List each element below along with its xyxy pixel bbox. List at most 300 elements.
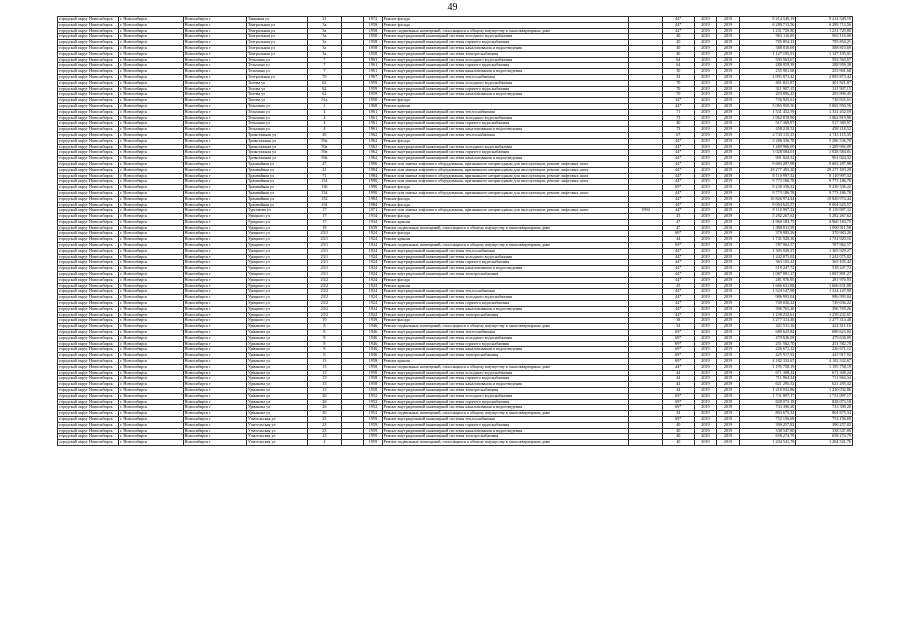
district-cell: городской округ Новосибирск bbox=[58, 416, 119, 422]
cost-cell: 9 214 549,19 bbox=[739, 17, 796, 23]
cost-cell: 396 765,26 bbox=[739, 306, 796, 312]
year-built-cell: 1961 bbox=[364, 57, 382, 63]
plan-end-cell: 2019 bbox=[717, 283, 740, 289]
work-type-cell: Ремонт внутридомовой инженерной системы электроснабжения bbox=[382, 272, 629, 278]
city-cell: Новосибирск г bbox=[183, 335, 246, 341]
work-type-cell: Ремонт внутридомовой инженерной системы электроснабжения bbox=[382, 388, 629, 394]
work-type-cell: Ремонт внутридомовой инженерной системы холодного водоснабжения bbox=[382, 57, 629, 63]
total-cost-cell: 1 195 758,19 bbox=[796, 364, 853, 370]
total-cost-cell: 621 295,32 bbox=[796, 382, 853, 388]
total-cost-cell: 9 004 625,57 bbox=[796, 202, 853, 208]
city-cell: Новосибирск г bbox=[183, 161, 246, 167]
total-cost-cell: 711 964,34 bbox=[796, 376, 853, 382]
work-type-cell: Ремонт внутридомовой инженерной системы теплоснабжения bbox=[382, 74, 629, 80]
year-built-cell: 1984 bbox=[364, 173, 382, 179]
total-cost-cell: 752 156,69 bbox=[796, 416, 853, 422]
district-cell: городской округ Новосибирск bbox=[58, 341, 119, 347]
plan-start-cell: 2019 bbox=[694, 422, 717, 428]
plan-start-cell: 2019 bbox=[694, 335, 717, 341]
work-type-cell: Ремонт или замена лифтового оборудования, признанного непригодным для эксплуатации, ремонт лифтовых шахт bbox=[382, 208, 629, 214]
locality-cell: г. Новосибирск bbox=[119, 411, 183, 417]
wear-cell: 67 bbox=[662, 132, 694, 138]
district-cell: городской округ Новосибирск bbox=[58, 364, 119, 370]
house-cell: 8 bbox=[307, 324, 341, 330]
district-cell: городской округ Новосибирск bbox=[58, 132, 119, 138]
street-cell: Трамвайная ул bbox=[246, 161, 307, 167]
wear-cell: 44* bbox=[662, 173, 694, 179]
locality-cell: г. Новосибирск bbox=[119, 214, 183, 220]
city-cell: Новосибирск г bbox=[183, 69, 246, 75]
city-cell: Новосибирск г bbox=[183, 341, 246, 347]
total-cost-cell: 1 204 541,76 bbox=[796, 440, 853, 446]
wear-cell: 40 bbox=[662, 440, 694, 446]
work-type-cell: Ремонт внутридомовой инженерной системы горячего водоснабжения bbox=[382, 63, 629, 69]
work-type-cell: Ремонт внутридомовой инженерной системы канализования и водоотведения bbox=[382, 347, 629, 353]
plan-end-cell: 2019 bbox=[717, 266, 740, 272]
cost-cell: 711 964,34 bbox=[739, 376, 796, 382]
work-type-cell: Ремонт внутридомовой инженерной системы холодного водоснабжения bbox=[382, 34, 629, 40]
street-cell: Урманова ул bbox=[246, 370, 307, 376]
house-cell: 13 bbox=[307, 376, 341, 382]
wear-cell: 44* bbox=[662, 103, 694, 109]
plan-start-cell: 2019 bbox=[694, 318, 717, 324]
locality-cell: г. Новосибирск bbox=[119, 364, 183, 370]
total-cost-cell: 9 773 186,78 bbox=[796, 190, 853, 196]
city-cell: Новосибирск г bbox=[183, 196, 246, 202]
city-cell: Новосибирск г bbox=[183, 74, 246, 80]
locality-cell: г. Новосибирск bbox=[119, 45, 183, 51]
work-type-cell: Ремонт внутридомовой инженерной системы канализования и водоотведения bbox=[382, 156, 629, 162]
locality-cell: г. Новосибирск bbox=[119, 405, 183, 411]
work-type-cell: Ремонт или замена лифтового оборудования, признанного непригодным для эксплуатации, ремонт лифтовых шахт bbox=[382, 179, 629, 185]
street-cell: Урицкого ул bbox=[246, 248, 307, 254]
total-cost-cell: 251 582,70 bbox=[796, 341, 853, 347]
building-cell bbox=[341, 440, 364, 446]
wear-cell: 44* bbox=[662, 144, 694, 150]
commissioning-cell bbox=[629, 440, 663, 446]
work-type-cell: Ремонт фасада bbox=[382, 214, 629, 220]
plan-end-cell: 2019 bbox=[717, 202, 740, 208]
cost-cell: 1 210 032,86 bbox=[739, 388, 796, 394]
locality-cell: г. Новосибирск bbox=[119, 173, 183, 179]
year-built-cell: 1962 bbox=[364, 132, 382, 138]
wear-cell: 69* bbox=[662, 353, 694, 359]
work-type-cell: Ремонт внутридомовой инженерной системы канализования и водоотведения bbox=[382, 45, 629, 51]
cost-cell: 1 324 147,90 bbox=[739, 289, 796, 295]
street-cell: Урицкого ул bbox=[246, 231, 307, 237]
plan-start-cell: 2019 bbox=[694, 272, 717, 278]
work-type-cell: Ремонт или замена лифтового оборудования, признанного непригодным для эксплуатации, ремонт лифтовых шахт bbox=[382, 190, 629, 196]
street-cell: Трикотажная ул bbox=[246, 150, 307, 156]
work-type-cell: Ремонт подвальных помещений, относящихся к общему имуществу в многоквартирном доме bbox=[382, 243, 629, 249]
year-built-cell: 1990 bbox=[364, 161, 382, 167]
work-type-cell: Ремонт подвальных помещений, относящихся к общему имуществу в многоквартирном доме bbox=[382, 364, 629, 370]
locality-cell: г. Новосибирск bbox=[119, 127, 183, 133]
city-cell: Новосибирск г bbox=[183, 260, 246, 266]
cost-cell: 288 959,39 bbox=[739, 63, 796, 69]
locality-cell: г. Новосибирск bbox=[119, 179, 183, 185]
locality-cell: г. Новосибирск bbox=[119, 51, 183, 57]
street-cell: Тургенева ул bbox=[246, 208, 307, 214]
locality-cell: г. Новосибирск bbox=[119, 382, 183, 388]
work-type-cell: Ремонт внутридомовой инженерной системы канализования и водоотведения bbox=[382, 306, 629, 312]
total-cost-cell: 1 239 232,61 bbox=[796, 312, 853, 318]
year-built-cell: 1946 bbox=[364, 330, 382, 336]
district-cell: городской округ Новосибирск bbox=[58, 301, 119, 307]
city-cell: Новосибирск г bbox=[183, 167, 246, 173]
year-built-cell: 1958 bbox=[364, 359, 382, 365]
work-type-cell: Ремонт внутридомовой инженерной системы электроснабжения bbox=[382, 51, 629, 57]
street-cell: Учительская ул bbox=[246, 440, 307, 446]
year-built-cell: 1958 bbox=[364, 98, 382, 104]
district-cell: городской округ Новосибирск bbox=[58, 80, 119, 86]
total-cost-cell: 1 127 195,91 bbox=[796, 51, 853, 57]
total-cost-cell: 986 993,04 bbox=[796, 295, 853, 301]
total-cost-cell: 1 731 920,16 bbox=[796, 237, 853, 243]
work-type-cell: Ремонт крыши bbox=[382, 103, 629, 109]
plan-start-cell: 2019 bbox=[694, 388, 717, 394]
house-cell: 79 bbox=[307, 74, 341, 80]
house-cell: 23 bbox=[307, 416, 341, 422]
work-type-cell: Ремонт внутридомовой инженерной системы горячего водоснабжения bbox=[382, 260, 629, 266]
city-cell: Новосибирск г bbox=[183, 312, 246, 318]
city-cell: Новосибирск г bbox=[183, 434, 246, 440]
district-cell: городской округ Новосибирск bbox=[58, 121, 119, 127]
street-cell: Учительская ул bbox=[246, 434, 307, 440]
locality-cell: г. Новосибирск bbox=[119, 167, 183, 173]
house-cell: 4 bbox=[307, 127, 341, 133]
locality-cell: г. Новосибирск bbox=[119, 347, 183, 353]
city-cell: Новосибирск г bbox=[183, 248, 246, 254]
house-cell: 3а bbox=[307, 45, 341, 51]
wear-cell: 40 bbox=[662, 422, 694, 428]
plan-end-cell: 2019 bbox=[717, 243, 740, 249]
plan-start-cell: 2019 bbox=[694, 45, 717, 51]
plan-end-cell: 2019 bbox=[717, 57, 740, 63]
cost-cell: 4 960 183,75 bbox=[739, 219, 796, 225]
plan-end-cell: 2019 bbox=[717, 138, 740, 144]
total-cost-cell: 401 821,87 bbox=[796, 80, 853, 86]
city-cell: Новосибирск г bbox=[183, 132, 246, 138]
city-cell: Новосибирск г bbox=[183, 45, 246, 51]
street-cell: Урицкого ул bbox=[246, 225, 307, 231]
city-cell: Новосибирск г bbox=[183, 144, 246, 150]
work-type-cell: Ремонт внутридомовой инженерной системы горячего водоснабжения bbox=[382, 422, 629, 428]
street-cell: Урманова ул bbox=[246, 376, 307, 382]
city-cell: Новосибирск г bbox=[183, 324, 246, 330]
total-cost-cell: 281 976,95 bbox=[796, 277, 853, 283]
district-cell: городской округ Новосибирск bbox=[58, 243, 119, 249]
locality-cell: г. Новосибирск bbox=[119, 98, 183, 104]
plan-start-cell: 2019 bbox=[694, 266, 717, 272]
cost-cell: 749 036,22 bbox=[739, 301, 796, 307]
plan-start-cell: 2019 bbox=[694, 74, 717, 80]
year-built-cell: 1946 bbox=[364, 341, 382, 347]
street-cell: Урицкого ул bbox=[246, 219, 307, 225]
wear-cell: 34 bbox=[662, 324, 694, 330]
street-cell: Урманова ул bbox=[246, 330, 307, 336]
year-built-cell: 1961 bbox=[364, 109, 382, 115]
wear-cell: 44 bbox=[662, 382, 694, 388]
year-built-cell: 1934 bbox=[364, 214, 382, 220]
district-cell: городской округ Новосибирск bbox=[58, 161, 119, 167]
plan-start-cell: 2019 bbox=[694, 248, 717, 254]
city-cell: Новосибирск г bbox=[183, 22, 246, 28]
wear-cell: 44* bbox=[662, 202, 694, 208]
work-type-cell: Ремонт внутридомовой инженерной системы горячего водоснабжения bbox=[382, 150, 629, 156]
work-type-cell: Ремонт внутридомовой инженерной системы горячего водоснабжения bbox=[382, 121, 629, 127]
cost-cell: 2 743 115,35 bbox=[739, 132, 796, 138]
street-cell: Урицкого ул bbox=[246, 306, 307, 312]
district-cell: городской округ Новосибирск bbox=[58, 86, 119, 92]
cost-cell: 6 289 713,56 bbox=[739, 22, 796, 28]
plan-end-cell: 2019 bbox=[717, 109, 740, 115]
street-cell: Урманова ул bbox=[246, 353, 307, 359]
street-cell: Урманова ул bbox=[246, 405, 307, 411]
year-built-cell: 1946 bbox=[364, 353, 382, 359]
year-built-cell: 1958 bbox=[364, 28, 382, 34]
cost-cell: 1 731 097,17 bbox=[739, 393, 796, 399]
house-cell: 13 bbox=[307, 370, 341, 376]
plan-start-cell: 2019 bbox=[694, 376, 717, 382]
total-cost-cell: 4 182 332,67 bbox=[796, 359, 853, 365]
wear-cell: 44* bbox=[662, 277, 694, 283]
street-cell: Тельмана ул bbox=[246, 69, 307, 75]
total-cost-cell: 29 277 493,20 bbox=[796, 167, 853, 173]
total-cost-cell: 8 110 997,32 bbox=[796, 208, 853, 214]
plan-start-cell: 2019 bbox=[694, 219, 717, 225]
wear-cell: 34 bbox=[662, 411, 694, 417]
house-cell: 8 bbox=[307, 347, 341, 353]
year-built-cell: 1972 bbox=[364, 17, 382, 23]
city-cell: Новосибирск г bbox=[183, 318, 246, 324]
plan-end-cell: 2019 bbox=[717, 312, 740, 318]
city-cell: Новосибирск г bbox=[183, 399, 246, 405]
cost-cell: 1 666 631,88 bbox=[739, 283, 796, 289]
plan-end-cell: 2019 bbox=[717, 121, 740, 127]
total-cost-cell: 804 675,34 bbox=[796, 411, 853, 417]
work-type-cell: Ремонт фасада bbox=[382, 231, 629, 237]
work-type-cell: Ремонт фасада bbox=[382, 277, 629, 283]
year-built-cell: 1958 bbox=[364, 388, 382, 394]
plan-end-cell: 2019 bbox=[717, 335, 740, 341]
plan-start-cell: 2019 bbox=[694, 92, 717, 98]
street-cell: Урманова ул bbox=[246, 382, 307, 388]
work-type-cell: Ремонт внутридомовой инженерной системы холодного водоснабжения bbox=[382, 80, 629, 86]
total-cost-cell: 5 282 267,62 bbox=[796, 214, 853, 220]
city-cell: Новосибирск г bbox=[183, 219, 246, 225]
street-cell: Урицкого ул bbox=[246, 301, 307, 307]
year-built-cell: 1924 bbox=[364, 277, 382, 283]
street-cell: Урицкого ул bbox=[246, 243, 307, 249]
street-cell: Урманова ул bbox=[246, 335, 307, 341]
plan-end-cell: 2019 bbox=[717, 214, 740, 220]
city-cell: Новосибирск г bbox=[183, 185, 246, 191]
work-type-cell: Ремонт внутридомовой инженерной системы канализования и водоотведения bbox=[382, 428, 629, 434]
wear-cell: 44* bbox=[662, 364, 694, 370]
plan-start-cell: 2019 bbox=[694, 98, 717, 104]
wear-cell: 70 bbox=[662, 80, 694, 86]
locality-cell: г. Новосибирск bbox=[119, 341, 183, 347]
year-built-cell: 1959 bbox=[364, 86, 382, 92]
plan-start-cell: 2019 bbox=[694, 399, 717, 405]
locality-cell: г. Новосибирск bbox=[119, 428, 183, 434]
house-cell: 21 bbox=[307, 17, 341, 23]
plan-start-cell: 2019 bbox=[694, 434, 717, 440]
cost-cell: 10 826 974,44 bbox=[739, 196, 796, 202]
year-built-cell: 1924 bbox=[364, 283, 382, 289]
street-cell: Титова ул bbox=[246, 86, 307, 92]
total-cost-cell: 828 073,18 bbox=[796, 399, 853, 405]
wear-cell: 69* bbox=[662, 335, 694, 341]
locality-cell: г. Новосибирск bbox=[119, 376, 183, 382]
work-type-cell: Ремонт внутридомовой инженерной системы холодного водоснабжения bbox=[382, 115, 629, 121]
district-cell: городской округ Новосибирск bbox=[58, 202, 119, 208]
plan-end-cell: 2019 bbox=[717, 74, 740, 80]
city-cell: Новосибирск г bbox=[183, 237, 246, 243]
street-cell: Театральная ул bbox=[246, 45, 307, 51]
street-cell: Трамвайная ул bbox=[246, 196, 307, 202]
plan-end-cell: 2019 bbox=[717, 196, 740, 202]
total-cost-cell: 593 563,67 bbox=[796, 57, 853, 63]
locality-cell: г. Новосибирск bbox=[119, 150, 183, 156]
city-cell: Новосибирск г bbox=[183, 306, 246, 312]
cost-cell: 1 277 313,48 bbox=[739, 318, 796, 324]
plan-end-cell: 2019 bbox=[717, 399, 740, 405]
wear-cell: 64 bbox=[662, 57, 694, 63]
year-built-cell: 1961 bbox=[364, 115, 382, 121]
plan-start-cell: 2019 bbox=[694, 34, 717, 40]
cost-cell: 1 269 966,09 bbox=[739, 144, 796, 150]
city-cell: Новосибирск г bbox=[183, 393, 246, 399]
year-built-cell: 1962 bbox=[364, 144, 382, 150]
plan-start-cell: 2019 bbox=[694, 306, 717, 312]
cost-cell: 804 675,34 bbox=[739, 411, 796, 417]
year-built-cell: 1959 bbox=[364, 428, 382, 434]
plan-start-cell: 2019 bbox=[694, 63, 717, 69]
house-cell: 23 bbox=[307, 434, 341, 440]
wear-cell: 40 bbox=[662, 51, 694, 57]
work-type-cell: Ремонт крыши bbox=[382, 359, 629, 365]
work-type-cell: Ремонт подвальных помещений, относящихся к общему имуществу в многоквартирном доме bbox=[382, 440, 629, 446]
plan-end-cell: 2019 bbox=[717, 80, 740, 86]
city-cell: Новосибирск г bbox=[183, 277, 246, 283]
locality-cell: г. Новосибирск bbox=[119, 103, 183, 109]
plan-start-cell: 2019 bbox=[694, 364, 717, 370]
total-cost-cell: 5 065 950,56 bbox=[796, 103, 853, 109]
total-cost-cell: 311 907,15 bbox=[796, 86, 853, 92]
locality-cell: г. Новосибирск bbox=[119, 370, 183, 376]
house-cell: 26 bbox=[307, 393, 341, 399]
work-type-cell: Ремонт фасада bbox=[382, 185, 629, 191]
house-cell: 8 bbox=[307, 335, 341, 341]
locality-cell: г. Новосибирск bbox=[119, 231, 183, 237]
year-built-cell: 1924 bbox=[364, 243, 382, 249]
work-type-cell: Ремонт или замена лифтового оборудования, признанного непригодным для эксплуатации, ремонт лифтовых шахт bbox=[382, 161, 629, 167]
work-type-cell: Ремонт внутридомовой инженерной системы холодного водоснабжения bbox=[382, 393, 629, 399]
wear-cell: 44* bbox=[662, 248, 694, 254]
district-cell: городской округ Новосибирск bbox=[58, 179, 119, 185]
cost-cell: 2 095 873,42 bbox=[739, 74, 796, 80]
plan-end-cell: 2019 bbox=[717, 382, 740, 388]
house-cell: 134 bbox=[307, 179, 341, 185]
plan-start-cell: 2019 bbox=[694, 428, 717, 434]
district-cell: городской округ Новосибирск bbox=[58, 109, 119, 115]
year-built-cell: 1924 bbox=[364, 272, 382, 278]
wear-cell: 44* bbox=[662, 28, 694, 34]
city-cell: Новосибирск г bbox=[183, 202, 246, 208]
house-cell: 23/1 bbox=[307, 231, 341, 237]
year-built-cell: 1958 bbox=[364, 45, 382, 51]
street-cell: Урманова ул bbox=[246, 347, 307, 353]
locality-cell: г. Новосибирск bbox=[119, 330, 183, 336]
city-cell: Новосибирск г bbox=[183, 103, 246, 109]
plan-start-cell: 2019 bbox=[694, 393, 717, 399]
street-cell: Трамвайная ул bbox=[246, 185, 307, 191]
locality-cell: г. Новосибирск bbox=[119, 185, 183, 191]
street-cell: Трамвайная ул bbox=[246, 173, 307, 179]
house-cell: 26 bbox=[307, 405, 341, 411]
total-cost-cell: 5 286 336,78 bbox=[796, 138, 853, 144]
total-cost-cell: 1 331 452,59 bbox=[796, 109, 853, 115]
house-cell: 26 bbox=[307, 399, 341, 405]
work-type-cell: Ремонт внутридомовой инженерной системы горячего водоснабжения bbox=[382, 301, 629, 307]
district-cell: городской округ Новосибирск bbox=[58, 382, 119, 388]
wear-cell: 69* bbox=[662, 185, 694, 191]
city-cell: Новосибирск г bbox=[183, 80, 246, 86]
street-cell: Урманова ул bbox=[246, 388, 307, 394]
plan-start-cell: 2019 bbox=[694, 190, 717, 196]
locality-cell: г. Новосибирск bbox=[119, 324, 183, 330]
house-cell: 41 bbox=[307, 167, 341, 173]
district-cell: городской округ Новосибирск bbox=[58, 51, 119, 57]
wear-cell: 69* bbox=[662, 399, 694, 405]
house-cell: 4 bbox=[307, 109, 341, 115]
locality-cell: г. Новосибирск bbox=[119, 283, 183, 289]
year-built-cell: 1959 bbox=[364, 440, 382, 446]
locality-cell: г. Новосибирск bbox=[119, 80, 183, 86]
cost-cell: 1 062 819,90 bbox=[739, 115, 796, 121]
cost-cell: 901 024,32 bbox=[739, 156, 796, 162]
year-built-cell: 1924 bbox=[364, 248, 382, 254]
locality-cell: г. Новосибирск bbox=[119, 40, 183, 46]
district-cell: городской округ Новосибирск bbox=[58, 219, 119, 225]
total-cost-cell: 9 773 186,78 bbox=[796, 179, 853, 185]
year-built-cell: 1924 bbox=[364, 254, 382, 260]
total-cost-cell: 518 247,72 bbox=[796, 266, 853, 272]
city-cell: Новосибирск г bbox=[183, 330, 246, 336]
cost-cell: 1 731 920,16 bbox=[739, 237, 796, 243]
house-cell: 152 bbox=[307, 196, 341, 202]
wear-cell: 44* bbox=[662, 295, 694, 301]
work-type-cell: Ремонт внутридомовой инженерной системы холодного водоснабжения bbox=[382, 254, 629, 260]
city-cell: Новосибирск г bbox=[183, 86, 246, 92]
locality-cell: г. Новосибирск bbox=[119, 260, 183, 266]
house-cell: 23/1 bbox=[307, 243, 341, 249]
wear-cell: 70 bbox=[662, 92, 694, 98]
wear-cell: 44* bbox=[662, 161, 694, 167]
year-built-cell: 1959 bbox=[364, 416, 382, 422]
locality-cell: г. Новосибирск bbox=[119, 144, 183, 150]
plan-start-cell: 2019 bbox=[694, 254, 717, 260]
house-cell: 13 bbox=[307, 382, 341, 388]
district-cell: городской округ Новосибирск bbox=[58, 353, 119, 359]
city-cell: Новосибирск г bbox=[183, 422, 246, 428]
locality-cell: г. Новосибирск bbox=[119, 237, 183, 243]
year-built-cell: 1958 bbox=[364, 22, 382, 28]
wear-cell: 30 bbox=[662, 69, 694, 75]
district-cell: городской округ Новосибирск bbox=[58, 277, 119, 283]
